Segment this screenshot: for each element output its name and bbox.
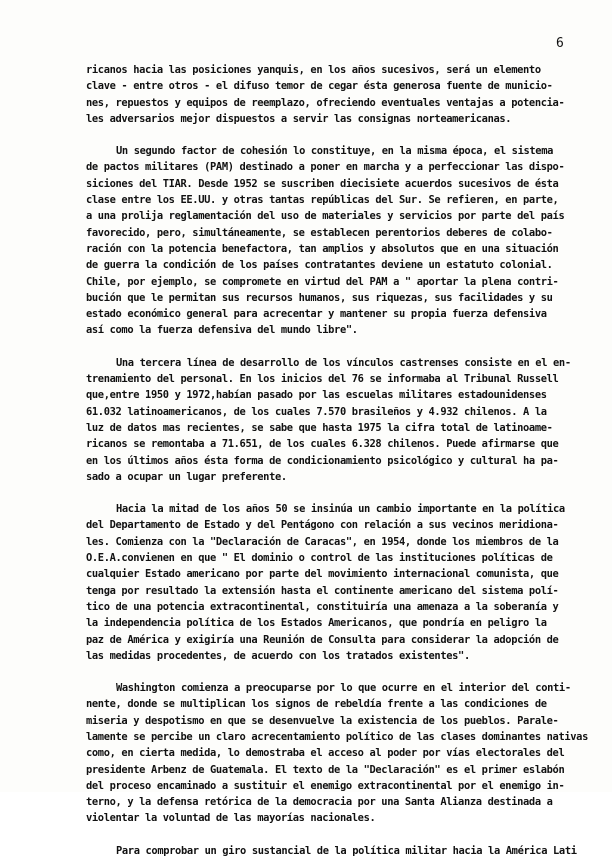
text-line: de pactos militares (PAM) destinado a poner en marcha y a perfeccionar las dispo- bbox=[86, 161, 565, 174]
text-line: del proceso encaminado a sustituir el enemigo extracontinental por el enemigo in- bbox=[86, 779, 565, 792]
text-line: terno, y la defensa retórica de la democracia por una Santa Alianza destinada a bbox=[86, 796, 553, 809]
text-line: como, en cierta medida, lo demostraba el acceso al poder por vías electorales del bbox=[86, 747, 565, 760]
text-line: trenamiento del personal. En los inicios del 76 se informaba al Tribunal Russell bbox=[86, 373, 559, 386]
text-line: violentar la voluntad de las mayorías nacionales. bbox=[86, 812, 376, 825]
text-line: clave - entre otros - el difuso temor de cegar ésta generosa fuente de municio- bbox=[86, 80, 553, 93]
text-line: cualquier Estado americano por parte del movimiento internacional comunista, que bbox=[86, 568, 559, 581]
text-line: luz de datos mas recientes, se sabe que hasta 1975 la cifra total de latinoame- bbox=[86, 421, 553, 434]
text-line: favorecido, pero, simultáneamente, se establecen perentorios deberes de colabo- bbox=[86, 226, 553, 239]
page-number: 6 bbox=[556, 36, 564, 51]
text-line: a una prolija reglamentación del uso de materiales y servicios por parte del país bbox=[86, 210, 565, 223]
text-line: Un segundo factor de cohesión lo constituye, en la misma época, el sistema bbox=[116, 145, 554, 158]
text-line: del Departamento de Estado y del Pentágono con relación a sus vecinos meridiona- bbox=[86, 519, 559, 532]
text-line: Para comprobar un giro sustancial de la política militar hacia la América Lati bbox=[116, 844, 577, 857]
paragraph-gap bbox=[86, 827, 586, 843]
text-line: de guerra la condición de los países contratantes deviene un estatuto colonial. bbox=[86, 259, 553, 272]
text-line: en los últimos años ésta forma de condicionamiento psicológico y cultural ha pa- bbox=[86, 454, 559, 467]
text-line: ricanos hacia las posiciones yanquis, en los años sucesivos, será un elemento bbox=[86, 64, 541, 76]
text-line: nes, repuestos y equipos de reemplazo, ofreciendo eventuales ventajas a potencia- bbox=[86, 96, 565, 109]
text-line: tenga por resultado la extensión hasta el continente americano del sistema polí- bbox=[86, 584, 559, 597]
text-line: miseria y despotismo en que se desenvuelve la existencia de los pueblos. Parale- bbox=[86, 714, 559, 727]
text-line: lamente se percibe un claro acrecentamiento político de las clases dominantes nativas bbox=[86, 730, 588, 743]
text-line: sado a ocupar un lugar preferente. bbox=[86, 470, 287, 483]
text-line: les. Comienza con la "Declaración de Caracas", en 1954, donde los miembros de la bbox=[86, 535, 559, 548]
text-line: paz de América y exigiría una Reunión de Consulta para considerar la adopción de bbox=[86, 633, 559, 646]
text-line: Hacia la mitad de los años 50 se insinúa un cambio importante en la política bbox=[116, 503, 565, 516]
text-line: Chile, por ejemplo, se compromete en virtud del PAM a " aportar la plena contri- bbox=[86, 275, 559, 288]
paragraph-1 bbox=[86, 62, 586, 127]
paragraph-6 bbox=[86, 843, 586, 859]
text-line: tico de una potencia extracontinental, constituiría una amenaza a la soberanía y bbox=[86, 600, 559, 613]
text-line: Una tercera línea de desarrollo de los vínculos castrenses consiste en el en- bbox=[116, 356, 571, 369]
paragraph-gap bbox=[86, 339, 586, 355]
text-line: presidente Arbenz de Guatemala. El texto de la "Declaración" es el primer eslabón bbox=[86, 763, 565, 776]
text-line: que,entre 1950 y 1972,habían pasado por las escuelas militares estadounidenses bbox=[86, 389, 547, 402]
text-line: ricanos se remontaba a 71.651, de los cuales 6.328 chilenos. Puede afirmarse que bbox=[86, 438, 559, 451]
text-line: 61.032 latinoamericanos, de los cuales 7.570 brasileños y 4.932 chilenos. A la bbox=[86, 405, 547, 418]
text-line: nente, donde se multiplican los signos de rebeldía frente a las condiciones de bbox=[86, 698, 547, 711]
text-line: ración con la potencia benefactora, tan amplios y absolutos que en una situación bbox=[86, 242, 559, 255]
text-line: así como la fuerza defensiva del mundo libre". bbox=[86, 324, 358, 337]
text-line: les adversarios mejor dispuestos a servir las consignas norteamericanas. bbox=[86, 112, 512, 125]
paragraph-2 bbox=[86, 143, 586, 339]
paragraph-4 bbox=[86, 501, 586, 664]
text-line: siciones del TIAR. Desde 1952 se suscriben diecisiete acuerdos sucesivos de ésta bbox=[86, 177, 559, 190]
paragraph-gap bbox=[86, 485, 586, 501]
paragraph-gap bbox=[86, 127, 586, 143]
text-line: O.E.A.convienen en que " El dominio o control de las instituciones políticas de bbox=[86, 552, 553, 565]
text-line: bución que le permitan sus recursos humanos, sus riquezas, sus facilidades y su bbox=[86, 291, 553, 304]
text-line: la independencia política de los Estados Americanos, que pondría en peligro la bbox=[86, 617, 547, 630]
paragraph-gap bbox=[86, 664, 586, 680]
document-body bbox=[86, 62, 586, 859]
text-line: las medidas procedentes, de acuerdo con los tratados existentes". bbox=[86, 649, 470, 662]
text-line: Washington comienza a preocuparse por lo que ocurre en el interior del conti- bbox=[116, 682, 571, 695]
paragraph-5 bbox=[86, 680, 586, 827]
text-line: estado económico general para acrecentar y mantener su propia fuerza defensiva bbox=[86, 308, 547, 321]
text-line: clase entre los EE.UU. y otras tantas repúblicas del Sur. Se refieren, en parte, bbox=[86, 194, 559, 207]
paragraph-3 bbox=[86, 355, 586, 485]
